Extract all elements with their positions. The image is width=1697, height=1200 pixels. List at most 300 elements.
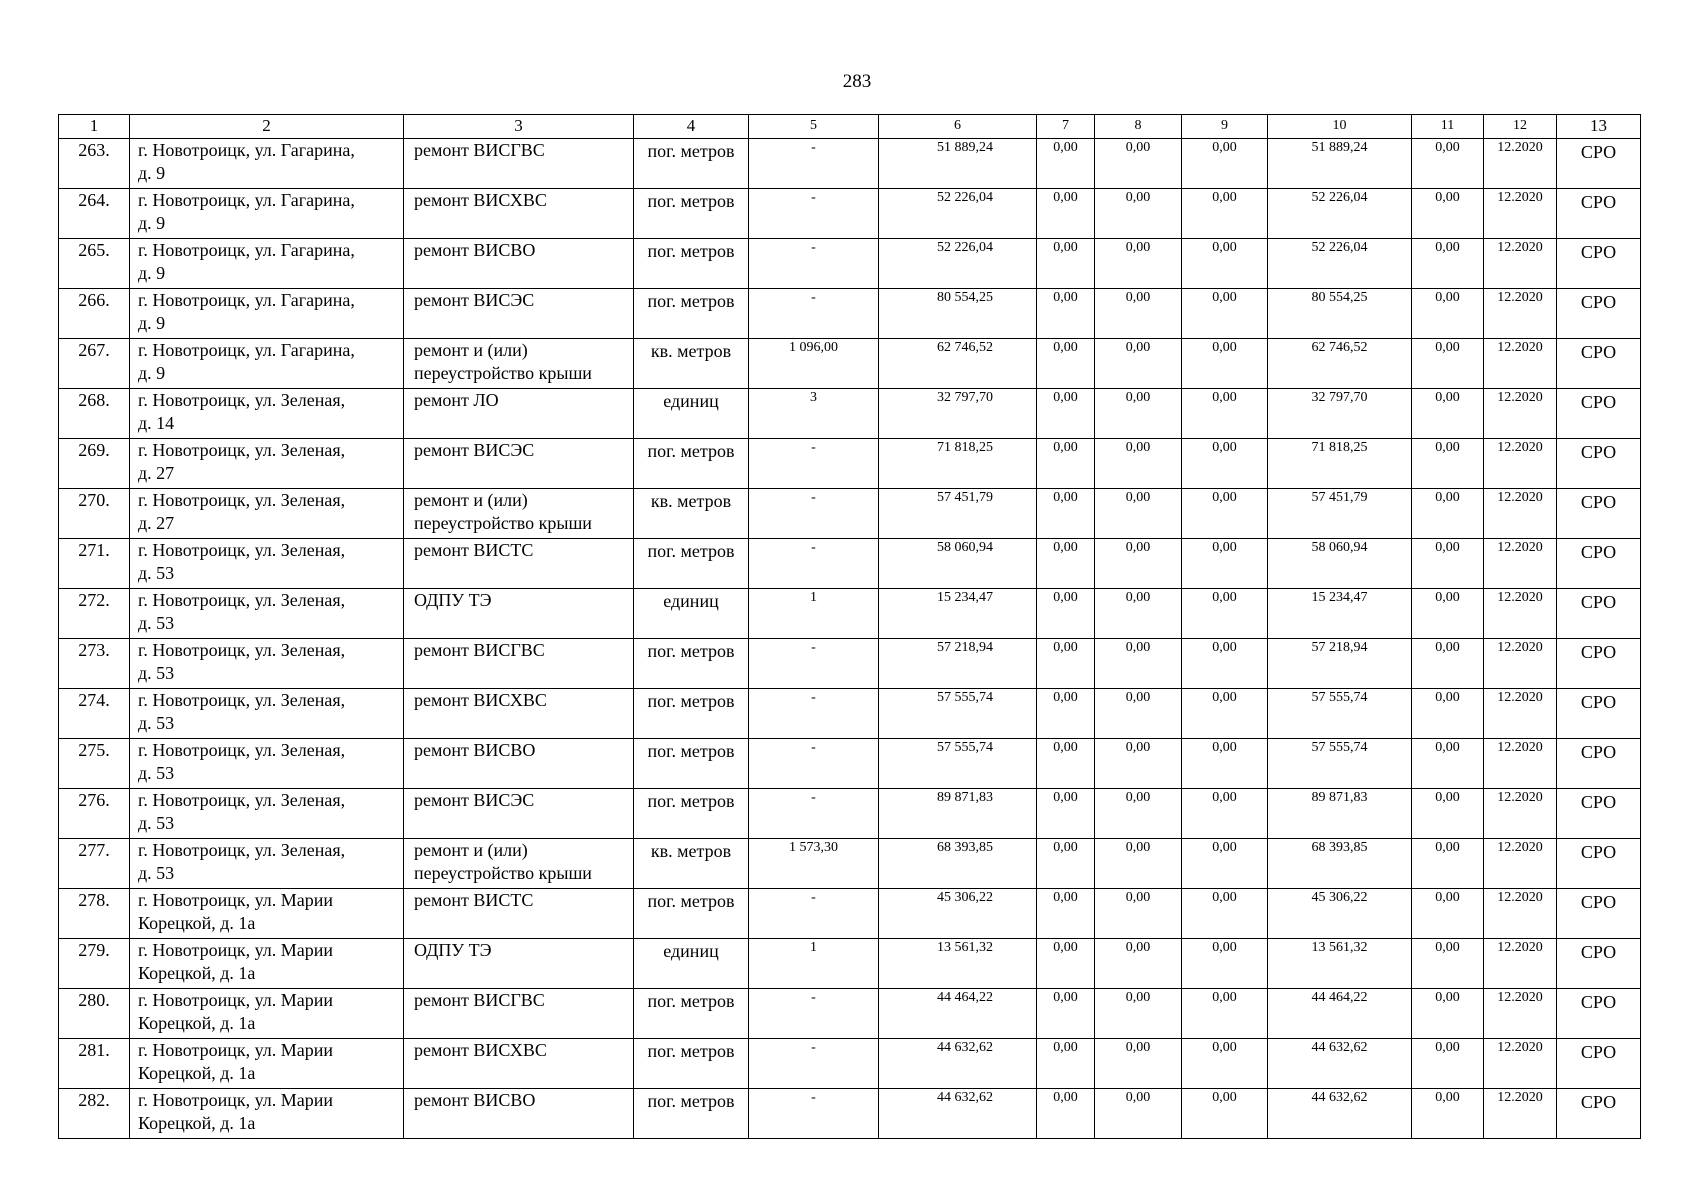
table-row bbox=[59, 839, 1641, 889]
value-cell: 0,00 bbox=[1412, 789, 1484, 839]
address-cell bbox=[130, 139, 404, 189]
date-cell: 12.2020 bbox=[1484, 589, 1557, 639]
organization-cell: СРО bbox=[1557, 839, 1641, 889]
volume-cell: - bbox=[749, 1089, 879, 1139]
cost-cell: 51 889,24 bbox=[879, 139, 1037, 189]
total-cell: 52 226,04 bbox=[1268, 239, 1412, 289]
address-cell-line: г. Новотроицк, ул. Зеленая, bbox=[138, 440, 346, 460]
total-cell: 51 889,24 bbox=[1268, 139, 1412, 189]
address-cell-line: д. 53 bbox=[138, 813, 175, 833]
work-type-cell bbox=[404, 439, 634, 489]
unit-cell: кв. метров bbox=[634, 839, 749, 889]
row-number: 275. bbox=[59, 739, 130, 789]
address-cell bbox=[130, 589, 404, 639]
organization-cell: СРО bbox=[1557, 339, 1641, 389]
address-cell-line: д. 53 bbox=[138, 763, 175, 783]
date-cell: 12.2020 bbox=[1484, 1089, 1557, 1139]
date-cell: 12.2020 bbox=[1484, 239, 1557, 289]
column-header: 6 bbox=[879, 115, 1037, 139]
table-row bbox=[59, 739, 1641, 789]
volume-cell: - bbox=[749, 689, 879, 739]
header-row bbox=[59, 115, 1641, 139]
organization-cell: СРО bbox=[1557, 789, 1641, 839]
value-cell: 0,00 bbox=[1037, 439, 1095, 489]
address-cell-line: г. Новотроицк, ул. Зеленая, bbox=[138, 790, 346, 810]
row-number: 274. bbox=[59, 689, 130, 739]
address-cell bbox=[130, 489, 404, 539]
cost-cell: 45 306,22 bbox=[879, 889, 1037, 939]
organization-cell: СРО bbox=[1557, 539, 1641, 589]
unit-cell: единиц bbox=[634, 589, 749, 639]
address-cell-line: г. Новотроицк, ул. Марии bbox=[138, 940, 334, 960]
value-cell: 0,00 bbox=[1095, 1089, 1182, 1139]
address-cell-line: г. Новотроицк, ул. Зеленая, bbox=[138, 540, 346, 560]
organization-cell: СРО bbox=[1557, 889, 1641, 939]
row-number: 268. bbox=[59, 389, 130, 439]
address-cell bbox=[130, 289, 404, 339]
value-cell: 0,00 bbox=[1182, 839, 1268, 889]
address-cell bbox=[130, 889, 404, 939]
row-number: 280. bbox=[59, 989, 130, 1039]
cost-cell: 57 555,74 bbox=[879, 739, 1037, 789]
unit-cell: пог. метров bbox=[634, 989, 749, 1039]
address-cell-line: д. 9 bbox=[138, 213, 166, 233]
value-cell: 0,00 bbox=[1095, 239, 1182, 289]
volume-cell: - bbox=[749, 889, 879, 939]
value-cell: 0,00 bbox=[1037, 189, 1095, 239]
table-row bbox=[59, 489, 1641, 539]
work-type-cell-line: ремонт и (или) bbox=[414, 490, 528, 510]
work-type-cell-line: ремонт ВИСВО bbox=[414, 240, 536, 260]
total-cell: 57 555,74 bbox=[1268, 689, 1412, 739]
value-cell: 0,00 bbox=[1182, 939, 1268, 989]
work-type-cell bbox=[404, 1089, 634, 1139]
value-cell: 0,00 bbox=[1037, 889, 1095, 939]
repair-program-table bbox=[58, 114, 1641, 1139]
work-type-cell-line: ремонт ВИСХВС bbox=[414, 690, 547, 710]
table-row bbox=[59, 889, 1641, 939]
column-header: 12 bbox=[1484, 115, 1557, 139]
address-cell bbox=[130, 239, 404, 289]
unit-cell: пог. метров bbox=[634, 1039, 749, 1089]
value-cell: 0,00 bbox=[1182, 139, 1268, 189]
row-number: 281. bbox=[59, 1039, 130, 1089]
table-row bbox=[59, 639, 1641, 689]
value-cell: 0,00 bbox=[1182, 639, 1268, 689]
address-cell bbox=[130, 539, 404, 589]
cost-cell: 68 393,85 bbox=[879, 839, 1037, 889]
date-cell: 12.2020 bbox=[1484, 139, 1557, 189]
volume-cell: - bbox=[749, 289, 879, 339]
volume-cell: - bbox=[749, 639, 879, 689]
row-number: 279. bbox=[59, 939, 130, 989]
unit-cell: пог. метров bbox=[634, 739, 749, 789]
organization-cell: СРО bbox=[1557, 289, 1641, 339]
cost-cell: 52 226,04 bbox=[879, 189, 1037, 239]
total-cell: 13 561,32 bbox=[1268, 939, 1412, 989]
value-cell: 0,00 bbox=[1095, 789, 1182, 839]
value-cell: 0,00 bbox=[1412, 739, 1484, 789]
unit-cell: пог. метров bbox=[634, 789, 749, 839]
address-cell-line: г. Новотроицк, ул. Зеленая, bbox=[138, 640, 346, 660]
volume-cell: - bbox=[749, 489, 879, 539]
value-cell: 0,00 bbox=[1182, 439, 1268, 489]
work-type-cell bbox=[404, 1039, 634, 1089]
address-cell bbox=[130, 789, 404, 839]
value-cell: 0,00 bbox=[1412, 539, 1484, 589]
cost-cell: 44 632,62 bbox=[879, 1089, 1037, 1139]
organization-cell: СРО bbox=[1557, 439, 1641, 489]
value-cell: 0,00 bbox=[1182, 589, 1268, 639]
value-cell: 0,00 bbox=[1095, 889, 1182, 939]
date-cell: 12.2020 bbox=[1484, 639, 1557, 689]
address-cell-line: д. 53 bbox=[138, 863, 175, 883]
value-cell: 0,00 bbox=[1095, 639, 1182, 689]
table-row bbox=[59, 139, 1641, 189]
total-cell: 89 871,83 bbox=[1268, 789, 1412, 839]
value-cell: 0,00 bbox=[1412, 1039, 1484, 1089]
work-type-cell-line: ремонт ВИСТС bbox=[414, 890, 534, 910]
column-header: 10 bbox=[1268, 115, 1412, 139]
value-cell: 0,00 bbox=[1412, 389, 1484, 439]
total-cell: 52 226,04 bbox=[1268, 189, 1412, 239]
organization-cell: СРО bbox=[1557, 139, 1641, 189]
address-cell-line: г. Новотроицк, ул. Зеленая, bbox=[138, 690, 346, 710]
work-type-cell bbox=[404, 639, 634, 689]
value-cell: 0,00 bbox=[1095, 139, 1182, 189]
address-cell-line: д. 9 bbox=[138, 363, 166, 383]
organization-cell: СРО bbox=[1557, 939, 1641, 989]
date-cell: 12.2020 bbox=[1484, 439, 1557, 489]
value-cell: 0,00 bbox=[1095, 1039, 1182, 1089]
address-cell-line: г. Новотроицк, ул. Марии bbox=[138, 1090, 334, 1110]
row-number: 264. bbox=[59, 189, 130, 239]
table-row bbox=[59, 539, 1641, 589]
unit-cell: пог. метров bbox=[634, 439, 749, 489]
value-cell: 0,00 bbox=[1182, 339, 1268, 389]
value-cell: 0,00 bbox=[1095, 339, 1182, 389]
total-cell: 15 234,47 bbox=[1268, 589, 1412, 639]
unit-cell: единиц bbox=[634, 389, 749, 439]
value-cell: 0,00 bbox=[1182, 889, 1268, 939]
page-number: 283 bbox=[842, 71, 872, 92]
address-cell bbox=[130, 989, 404, 1039]
cost-cell: 89 871,83 bbox=[879, 789, 1037, 839]
volume-cell: - bbox=[749, 739, 879, 789]
value-cell: 0,00 bbox=[1182, 1039, 1268, 1089]
date-cell: 12.2020 bbox=[1484, 689, 1557, 739]
organization-cell: СРО bbox=[1557, 589, 1641, 639]
address-cell-line: г. Новотроицк, ул. Зеленая, bbox=[138, 740, 346, 760]
date-cell: 12.2020 bbox=[1484, 339, 1557, 389]
volume-cell: - bbox=[749, 439, 879, 489]
column-header: 7 bbox=[1037, 115, 1095, 139]
address-cell bbox=[130, 389, 404, 439]
column-header: 4 bbox=[634, 115, 749, 139]
address-cell-line: г. Новотроицк, ул. Марии bbox=[138, 890, 334, 910]
address-cell-line: д. 9 bbox=[138, 313, 166, 333]
volume-cell: - bbox=[749, 189, 879, 239]
value-cell: 0,00 bbox=[1412, 239, 1484, 289]
work-type-cell-line: ремонт ВИСТС bbox=[414, 540, 534, 560]
work-type-cell-line: ремонт ВИСХВС bbox=[414, 1040, 547, 1060]
table-row bbox=[59, 789, 1641, 839]
value-cell: 0,00 bbox=[1037, 139, 1095, 189]
volume-cell: - bbox=[749, 1039, 879, 1089]
address-cell-line: г. Новотроицк, ул. Гагарина, bbox=[138, 140, 355, 160]
value-cell: 0,00 bbox=[1412, 939, 1484, 989]
value-cell: 0,00 bbox=[1037, 989, 1095, 1039]
row-number: 276. bbox=[59, 789, 130, 839]
value-cell: 0,00 bbox=[1412, 189, 1484, 239]
value-cell: 0,00 bbox=[1037, 689, 1095, 739]
address-cell bbox=[130, 739, 404, 789]
organization-cell: СРО bbox=[1557, 389, 1641, 439]
address-cell-line: г. Новотроицк, ул. Гагарина, bbox=[138, 240, 355, 260]
value-cell: 0,00 bbox=[1412, 589, 1484, 639]
volume-cell: 1 bbox=[749, 589, 879, 639]
date-cell: 12.2020 bbox=[1484, 739, 1557, 789]
table-row bbox=[59, 389, 1641, 439]
address-cell-line: г. Новотроицк, ул. Зеленая, bbox=[138, 590, 346, 610]
address-cell-line: д. 27 bbox=[138, 463, 175, 483]
volume-cell: - bbox=[749, 989, 879, 1039]
address-cell-line: г. Новотроицк, ул. Зеленая, bbox=[138, 840, 346, 860]
total-cell: 62 746,52 bbox=[1268, 339, 1412, 389]
address-cell-line: д. 53 bbox=[138, 613, 175, 633]
value-cell: 0,00 bbox=[1182, 739, 1268, 789]
cost-cell: 15 234,47 bbox=[879, 589, 1037, 639]
value-cell: 0,00 bbox=[1037, 1089, 1095, 1139]
value-cell: 0,00 bbox=[1412, 989, 1484, 1039]
work-type-cell-line: ремонт ВИСГВС bbox=[414, 640, 545, 660]
table-row bbox=[59, 439, 1641, 489]
date-cell: 12.2020 bbox=[1484, 889, 1557, 939]
organization-cell: СРО bbox=[1557, 489, 1641, 539]
work-type-cell-line: переустройство крыши bbox=[414, 863, 592, 883]
address-cell-line: г. Новотроицк, ул. Зеленая, bbox=[138, 390, 346, 410]
unit-cell: пог. метров bbox=[634, 889, 749, 939]
total-cell: 58 060,94 bbox=[1268, 539, 1412, 589]
value-cell: 0,00 bbox=[1182, 689, 1268, 739]
total-cell: 45 306,22 bbox=[1268, 889, 1412, 939]
work-type-cell bbox=[404, 339, 634, 389]
column-header: 9 bbox=[1182, 115, 1268, 139]
work-type-cell-line: ремонт и (или) bbox=[414, 840, 528, 860]
work-type-cell-line: переустройство крыши bbox=[414, 513, 592, 533]
date-cell: 12.2020 bbox=[1484, 939, 1557, 989]
value-cell: 0,00 bbox=[1412, 139, 1484, 189]
value-cell: 0,00 bbox=[1095, 389, 1182, 439]
work-type-cell bbox=[404, 989, 634, 1039]
address-cell-line: д. 53 bbox=[138, 563, 175, 583]
date-cell: 12.2020 bbox=[1484, 539, 1557, 589]
work-type-cell-line: ОДПУ ТЭ bbox=[414, 590, 492, 610]
value-cell: 0,00 bbox=[1412, 489, 1484, 539]
table-row bbox=[59, 289, 1641, 339]
volume-cell: - bbox=[749, 789, 879, 839]
column-header: 13 bbox=[1557, 115, 1641, 139]
column-header: 3 bbox=[404, 115, 634, 139]
table-row bbox=[59, 939, 1641, 989]
cost-cell: 57 451,79 bbox=[879, 489, 1037, 539]
value-cell: 0,00 bbox=[1095, 939, 1182, 989]
total-cell: 32 797,70 bbox=[1268, 389, 1412, 439]
total-cell: 44 632,62 bbox=[1268, 1089, 1412, 1139]
column-header: 2 bbox=[130, 115, 404, 139]
date-cell: 12.2020 bbox=[1484, 189, 1557, 239]
cost-cell: 52 226,04 bbox=[879, 239, 1037, 289]
value-cell: 0,00 bbox=[1412, 289, 1484, 339]
address-cell bbox=[130, 1089, 404, 1139]
table-row bbox=[59, 689, 1641, 739]
work-type-cell-line: ОДПУ ТЭ bbox=[414, 940, 492, 960]
value-cell: 0,00 bbox=[1095, 839, 1182, 889]
address-cell bbox=[130, 839, 404, 889]
date-cell: 12.2020 bbox=[1484, 489, 1557, 539]
date-cell: 12.2020 bbox=[1484, 789, 1557, 839]
row-number: 273. bbox=[59, 639, 130, 689]
address-cell-line: г. Новотроицк, ул. Марии bbox=[138, 1040, 334, 1060]
unit-cell: кв. метров bbox=[634, 489, 749, 539]
total-cell: 44 632,62 bbox=[1268, 1039, 1412, 1089]
value-cell: 0,00 bbox=[1095, 689, 1182, 739]
work-type-cell bbox=[404, 289, 634, 339]
value-cell: 0,00 bbox=[1037, 489, 1095, 539]
work-type-cell-line: ремонт ЛО bbox=[414, 390, 499, 410]
row-number: 265. bbox=[59, 239, 130, 289]
value-cell: 0,00 bbox=[1095, 489, 1182, 539]
value-cell: 0,00 bbox=[1182, 789, 1268, 839]
address-cell-line: Корецкой, д. 1а bbox=[138, 1013, 256, 1033]
cost-cell: 57 555,74 bbox=[879, 689, 1037, 739]
date-cell: 12.2020 bbox=[1484, 989, 1557, 1039]
work-type-cell-line: ремонт ВИСГВС bbox=[414, 140, 545, 160]
organization-cell: СРО bbox=[1557, 989, 1641, 1039]
address-cell bbox=[130, 439, 404, 489]
total-cell: 44 464,22 bbox=[1268, 989, 1412, 1039]
work-type-cell bbox=[404, 189, 634, 239]
value-cell: 0,00 bbox=[1037, 339, 1095, 389]
table-row bbox=[59, 589, 1641, 639]
address-cell-line: Корецкой, д. 1а bbox=[138, 963, 256, 983]
address-cell-line: д. 14 bbox=[138, 413, 175, 433]
volume-cell: - bbox=[749, 239, 879, 289]
organization-cell: СРО bbox=[1557, 189, 1641, 239]
work-type-cell bbox=[404, 239, 634, 289]
value-cell: 0,00 bbox=[1412, 689, 1484, 739]
row-number: 271. bbox=[59, 539, 130, 589]
work-type-cell bbox=[404, 389, 634, 439]
unit-cell: пог. метров bbox=[634, 239, 749, 289]
total-cell: 57 451,79 bbox=[1268, 489, 1412, 539]
address-cell bbox=[130, 639, 404, 689]
total-cell: 68 393,85 bbox=[1268, 839, 1412, 889]
address-cell-line: г. Новотроицк, ул. Зеленая, bbox=[138, 490, 346, 510]
cost-cell: 44 464,22 bbox=[879, 989, 1037, 1039]
work-type-cell-line: ремонт ВИСЭС bbox=[414, 790, 535, 810]
row-number: 270. bbox=[59, 489, 130, 539]
date-cell: 12.2020 bbox=[1484, 289, 1557, 339]
value-cell: 0,00 bbox=[1037, 289, 1095, 339]
unit-cell: кв. метров bbox=[634, 339, 749, 389]
value-cell: 0,00 bbox=[1095, 189, 1182, 239]
organization-cell: СРО bbox=[1557, 1089, 1641, 1139]
value-cell: 0,00 bbox=[1037, 939, 1095, 989]
work-type-cell bbox=[404, 589, 634, 639]
volume-cell: - bbox=[749, 539, 879, 589]
work-type-cell-line: ремонт и (или) bbox=[414, 340, 528, 360]
value-cell: 0,00 bbox=[1412, 889, 1484, 939]
value-cell: 0,00 bbox=[1037, 1039, 1095, 1089]
table-row bbox=[59, 1089, 1641, 1139]
table-row bbox=[59, 1039, 1641, 1089]
value-cell: 0,00 bbox=[1412, 1089, 1484, 1139]
value-cell: 0,00 bbox=[1095, 589, 1182, 639]
unit-cell: пог. метров bbox=[634, 189, 749, 239]
row-number: 263. bbox=[59, 139, 130, 189]
value-cell: 0,00 bbox=[1095, 539, 1182, 589]
cost-cell: 32 797,70 bbox=[879, 389, 1037, 439]
work-type-cell bbox=[404, 489, 634, 539]
table-row bbox=[59, 189, 1641, 239]
address-cell-line: г. Новотроицк, ул. Гагарина, bbox=[138, 340, 355, 360]
unit-cell: единиц bbox=[634, 939, 749, 989]
address-cell-line: г. Новотроицк, ул. Марии bbox=[138, 990, 334, 1010]
work-type-cell bbox=[404, 139, 634, 189]
value-cell: 0,00 bbox=[1037, 589, 1095, 639]
value-cell: 0,00 bbox=[1037, 839, 1095, 889]
unit-cell: пог. метров bbox=[634, 539, 749, 589]
date-cell: 12.2020 bbox=[1484, 1039, 1557, 1089]
value-cell: 0,00 bbox=[1182, 489, 1268, 539]
total-cell: 57 218,94 bbox=[1268, 639, 1412, 689]
volume-cell: - bbox=[749, 139, 879, 189]
work-type-cell-line: переустройство крыши bbox=[414, 363, 592, 383]
work-type-cell-line: ремонт ВИСВО bbox=[414, 1090, 536, 1110]
date-cell: 12.2020 bbox=[1484, 839, 1557, 889]
value-cell: 0,00 bbox=[1182, 539, 1268, 589]
work-type-cell-line: ремонт ВИСВО bbox=[414, 740, 536, 760]
volume-cell: 1 bbox=[749, 939, 879, 989]
address-cell bbox=[130, 339, 404, 389]
total-cell: 80 554,25 bbox=[1268, 289, 1412, 339]
row-number: 277. bbox=[59, 839, 130, 889]
address-cell bbox=[130, 189, 404, 239]
value-cell: 0,00 bbox=[1037, 389, 1095, 439]
address-cell-line: Корецкой, д. 1а bbox=[138, 1113, 256, 1133]
date-cell: 12.2020 bbox=[1484, 389, 1557, 439]
work-type-cell-line: ремонт ВИСЭС bbox=[414, 440, 535, 460]
address-cell-line: г. Новотроицк, ул. Гагарина, bbox=[138, 290, 355, 310]
value-cell: 0,00 bbox=[1095, 989, 1182, 1039]
organization-cell: СРО bbox=[1557, 689, 1641, 739]
address-cell-line: д. 53 bbox=[138, 663, 175, 683]
value-cell: 0,00 bbox=[1037, 239, 1095, 289]
address-cell-line: Корецкой, д. 1а bbox=[138, 913, 256, 933]
row-number: 267. bbox=[59, 339, 130, 389]
value-cell: 0,00 bbox=[1095, 289, 1182, 339]
total-cell: 71 818,25 bbox=[1268, 439, 1412, 489]
row-number: 266. bbox=[59, 289, 130, 339]
work-type-cell-line: ремонт ВИСЭС bbox=[414, 290, 535, 310]
column-header: 11 bbox=[1412, 115, 1484, 139]
value-cell: 0,00 bbox=[1182, 389, 1268, 439]
address-cell-line: д. 27 bbox=[138, 513, 175, 533]
cost-cell: 57 218,94 bbox=[879, 639, 1037, 689]
column-header: 5 bbox=[749, 115, 879, 139]
volume-cell: 1 096,00 bbox=[749, 339, 879, 389]
